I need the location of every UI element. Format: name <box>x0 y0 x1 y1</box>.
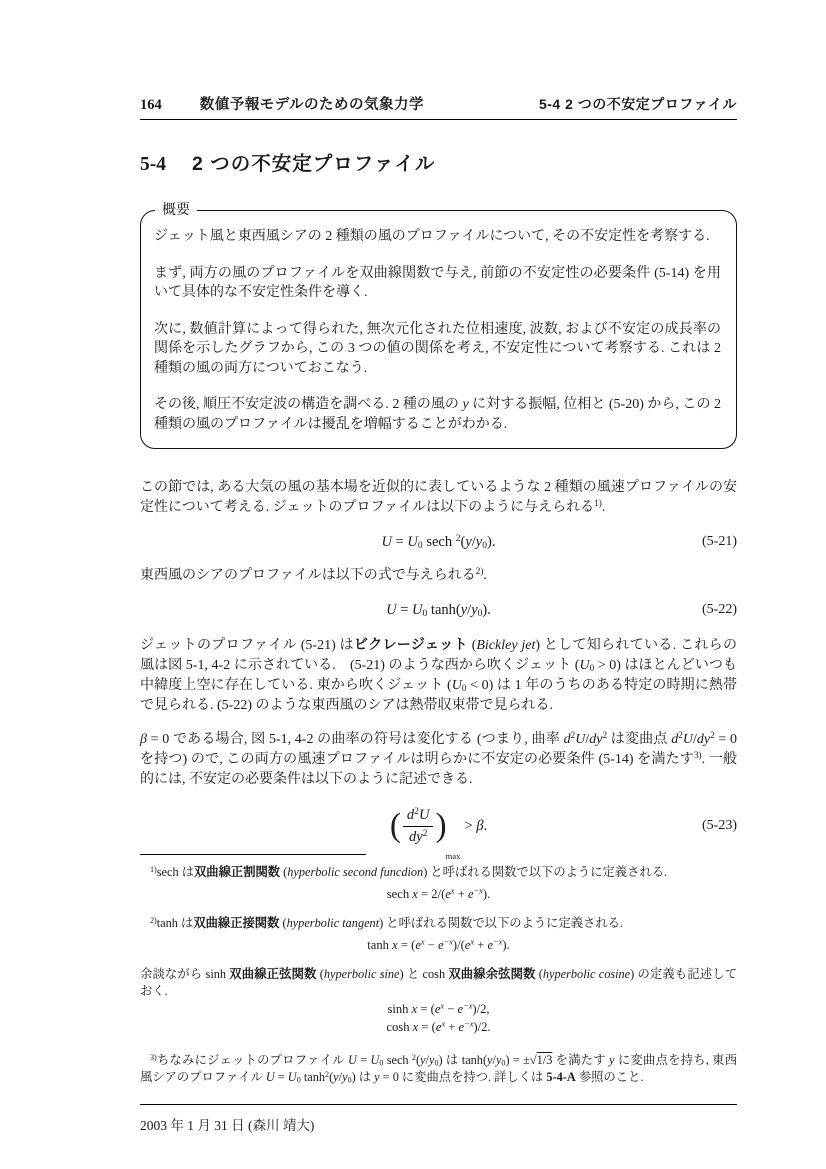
summary-paragraph-4: その後, 順圧不安定波の構造を調べる. 2 種の風の y に対する振幅, 位相と (5-20) から, この 2 種類の風のプロファイルは擾乱を増幅することがわかる. <box>154 397 721 432</box>
body-paragraph-3: ジェットのプロファイル (5-21) はビクレージェット (Bickley jet) として知られている. これらの風は図 5-1, 4-2 に示されている. (5-21) のような西から吹くジェット $(U_0 > 0)$ はほとんどいつも中緯度上空に存在している. 東から吹くジェット $(U_0 < 0)$ は 1 年のうちのある特定の時期に熱帯で見られる. (5-22) のような東西風のシアは熱帯収束帯で見られる. <box>140 636 737 713</box>
summary-box-label: 概要 <box>155 201 197 220</box>
summary-paragraph-3: 次に, 数値計算によって得られた, 無次元化された位相速度, 波数, および不安定の成長率の関係を示したグラフから, この 3 つの値の関係を考え, 不安定性について考察する. これは 2 種類の風の両方についておこなう. <box>154 321 721 376</box>
section-title-text: 2 つの不安定プロファイル <box>192 153 436 175</box>
footnote-2-equation: $\tanh x = (e^x - e^{-x})/(e^x + e^{-x})$. <box>367 937 510 952</box>
page-header <box>140 93 737 120</box>
equation-rhs: > β. <box>464 817 488 834</box>
footnotes <box>140 864 737 1086</box>
header-section-reference: 5-4 2 つの不安定プロファイル <box>538 96 737 112</box>
section-number: 5-4 <box>140 154 166 175</box>
footnote-1-equation: sech $x = 2/(e^x + e^{-x})$. <box>386 886 491 901</box>
body-paragraph-1: この節では, ある大気の風の基本場を近似的に表しているような 2 種類の風速プロファイルの安定性について考える. ジェットのプロファイルは以下のように与えられる$^{1)}$. <box>140 480 737 515</box>
equation-body: U = U0 tanh(y/y0). <box>386 601 491 619</box>
body-paragraph-4: β = 0 である場合, 図 5-1, 4-2 の曲率の符号は変化する (つまり, 曲率 $d^2U/dy^2$ は変曲点 $d^2U/dy^2 = 0$ を持つ) ので, この両方の風速プロファイルは明らかに不安定の必要条件 (5-14) を満たす$^{3)}$. 一般的には, 不安定の必要条件は以下のように記述できる. <box>140 730 738 787</box>
body-text <box>140 478 738 861</box>
footnote-separator <box>140 854 366 855</box>
cosh-equation: $\cosh x = (e^x + e^{-x})/2$. <box>386 1019 491 1034</box>
page-number: 164 <box>140 97 162 113</box>
equation-5-22 <box>140 598 737 622</box>
page-footer <box>140 1104 737 1134</box>
equation-body <box>389 806 488 861</box>
body-paragraph-2: 東西風のシアのプロファイルは以下の式で与えられる$^{2)}$. <box>140 566 487 583</box>
section-title <box>140 148 737 176</box>
fraction-numerator: $d^2U$ <box>403 806 434 826</box>
header-left <box>140 93 424 114</box>
max-subscript: max <box>445 850 461 861</box>
fraction <box>403 806 434 845</box>
footnote-3: $^{3)}$ちなみにジェットのプロファイル U = U0 sech $^2$(y/y0) は tanh(y/y0) = ±√1/3 を満たす y に変曲点を持ち, 東西風シアのプロファイル U = U0 $\tanh^2(y/y0)$ は y = 0 に変曲点を持つ. 詳しくは 5-4-A 参照のこと. <box>140 1052 737 1085</box>
footer-date: 2003 年 1 月 31 日 (森川 靖大) <box>140 1118 315 1133</box>
equation-tag: (5-22) <box>702 602 737 617</box>
summary-box <box>140 203 737 449</box>
equation-5-23 <box>140 804 737 861</box>
footnote-2-aside: 余談ながら sinh 双曲線正弦関数 (hyperbolic sine) と cosh 双曲線余弦関数 (hyperbolic cosine) の定義も記述しておく. <box>140 967 738 998</box>
footnote-2: $^{2)}$tanh は双曲線正接関数 (hyperbolic tangent) と呼ばれる関数で以下のように定義される. <box>150 915 624 930</box>
equation-5-21 <box>140 530 737 554</box>
footnote-1: $^{1)}$sech は双曲線正割関数 (hyperbolic second funcdion) と呼ばれる関数で以下のように定義される. <box>150 864 668 879</box>
document-title: 数値予報モデルのための気象力学 <box>199 97 425 113</box>
equation-body: U = U0 sech $^2$(y/y0). <box>381 532 496 551</box>
left-parenthesis: ( <box>389 806 401 845</box>
right-parenthesis: ) <box>435 806 447 845</box>
fraction-denominator: $dy^2$ <box>408 827 428 845</box>
equation-tag: (5-23) <box>702 818 737 833</box>
equation-tag: (5-21) <box>702 534 737 549</box>
summary-paragraph-2: まず, 両方の風のプロファイルを双曲線関数で与え, 前節の不安定性の必要条件 (5-14) を用いて具体的な不安定性条件を導く. <box>154 265 721 300</box>
sinh-equation: $\sinh x = (e^x - e^{-x})/2$, <box>387 1001 490 1016</box>
summary-paragraph-1: ジェット風と東西風シアの 2 種類の風のプロファイルについて, その不安定性を考察する. <box>154 229 710 244</box>
